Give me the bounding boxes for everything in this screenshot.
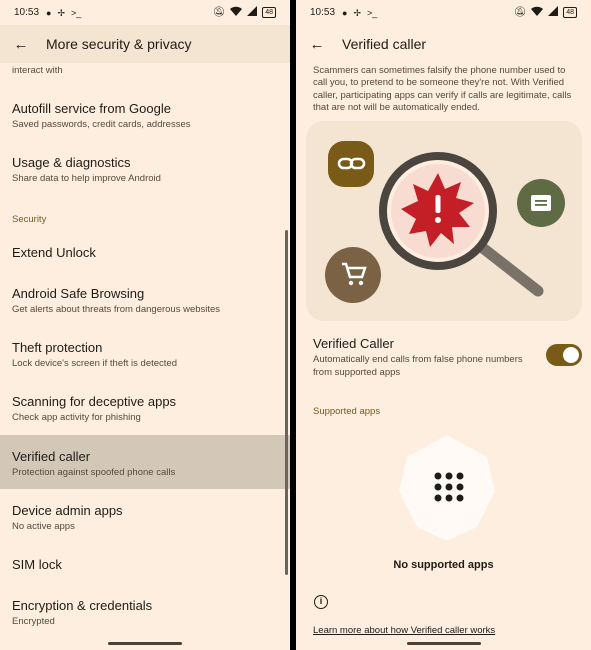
item-subtitle: Share data to help improve Android — [12, 173, 161, 184]
item-title: Verified caller — [12, 449, 91, 464]
fan-icon: ✢ — [57, 7, 66, 18]
battery-icon: 48 — [563, 7, 577, 18]
empty-state-label: No supported apps — [393, 559, 494, 571]
list-item-deceptive-apps[interactable] — [0, 393, 290, 424]
page-title: Verified caller — [342, 36, 427, 52]
account-circle-icon: ● — [46, 7, 52, 18]
switch-knob — [563, 347, 579, 363]
info-icon: i — [314, 595, 328, 609]
mute-icon: 🔕︎ — [513, 7, 527, 18]
item-title: Android Safe Browsing — [12, 286, 145, 301]
fan-icon: ✢ — [353, 7, 362, 18]
item-title: Theft protection — [12, 340, 103, 355]
battery-icon: 48 — [262, 7, 276, 18]
item-title: Device admin apps — [12, 503, 123, 518]
message-icon — [517, 179, 565, 227]
item-subtitle: Check app activity for phishing — [12, 412, 141, 423]
list-item-autofill[interactable] — [0, 100, 290, 131]
magnifying-glass-icon — [383, 156, 538, 291]
status-time: 10:53 — [310, 7, 336, 18]
partial-item-subtitle: interact with — [12, 65, 63, 76]
verified-caller-switch[interactable] — [546, 344, 582, 366]
list-item-encryption[interactable] — [0, 597, 290, 628]
top-app-bar — [296, 25, 591, 63]
toggle-subtitle: Automatically end calls from false phone numbers from supported apps — [313, 354, 523, 378]
signal-icon — [548, 6, 558, 19]
right-screen — [296, 0, 591, 650]
signal-icon — [247, 6, 257, 19]
section-header-security: Security — [12, 214, 47, 225]
status-time: 10:53 — [14, 7, 40, 18]
empty-state-illustration — [399, 435, 495, 541]
item-subtitle: Protection against spoofed phone calls — [12, 467, 176, 478]
terminal-icon: >_ — [367, 7, 378, 18]
learn-more-link[interactable]: Learn more about how Verified caller works — [313, 625, 496, 636]
item-subtitle: Get alerts about threats from dangerous websites — [12, 304, 221, 315]
left-screen — [0, 0, 290, 650]
status-bar — [296, 0, 591, 25]
shopping-cart-icon — [325, 247, 381, 303]
page-title: More security & privacy — [46, 36, 192, 52]
back-arrow-icon[interactable]: ← — [13, 35, 29, 53]
item-title: Autofill service from Google — [12, 101, 171, 116]
hero-illustration — [306, 121, 582, 321]
top-app-bar — [0, 25, 290, 63]
list-item-device-admin[interactable] — [0, 502, 290, 533]
item-title: Extend Unlock — [12, 245, 96, 260]
gesture-nav-bar[interactable] — [108, 642, 182, 645]
section-header-supported-apps: Supported apps — [313, 406, 381, 417]
gesture-nav-bar[interactable] — [407, 642, 481, 645]
description-text: Scammers can sometimes falsify the phone number used to call you, to pretend to be someone they're not. With Verified caller, participating apps can verify if calls are legitimate, calls that are not will be automatically ended. — [313, 65, 572, 113]
item-title: SIM lock — [12, 557, 62, 572]
toggle-title: Verified Caller — [313, 336, 394, 351]
terminal-icon: >_ — [71, 7, 82, 18]
status-bar — [0, 0, 290, 25]
mute-icon: 🔕︎ — [212, 7, 226, 18]
list-item-usage-diagnostics[interactable] — [0, 154, 290, 185]
back-arrow-icon[interactable]: ← — [309, 35, 325, 53]
wifi-icon — [531, 6, 543, 19]
scrollbar[interactable] — [285, 230, 288, 575]
item-subtitle: Saved passwords, credit cards, addresses — [12, 119, 191, 130]
list-item-verified-caller[interactable] — [0, 435, 290, 489]
link-icon — [328, 141, 374, 187]
apps-grid-icon — [434, 472, 464, 502]
wifi-icon — [230, 6, 242, 19]
list-item-sim-lock[interactable] — [0, 556, 290, 573]
item-subtitle: No active apps — [12, 521, 75, 532]
list-item-extend-unlock[interactable] — [0, 244, 290, 261]
item-title: Scanning for deceptive apps — [12, 394, 177, 409]
item-title: Encryption & credentials — [12, 598, 153, 613]
verified-caller-toggle-row[interactable] — [296, 335, 536, 379]
account-circle-icon: ● — [342, 7, 348, 18]
list-item-safe-browsing[interactable] — [0, 285, 290, 316]
list-item-theft-protection[interactable] — [0, 339, 290, 370]
item-subtitle: Lock device's screen if theft is detected — [12, 358, 177, 369]
partial-list-item — [0, 63, 290, 77]
item-title: Usage & diagnostics — [12, 155, 131, 170]
item-subtitle: Encrypted — [12, 616, 55, 627]
